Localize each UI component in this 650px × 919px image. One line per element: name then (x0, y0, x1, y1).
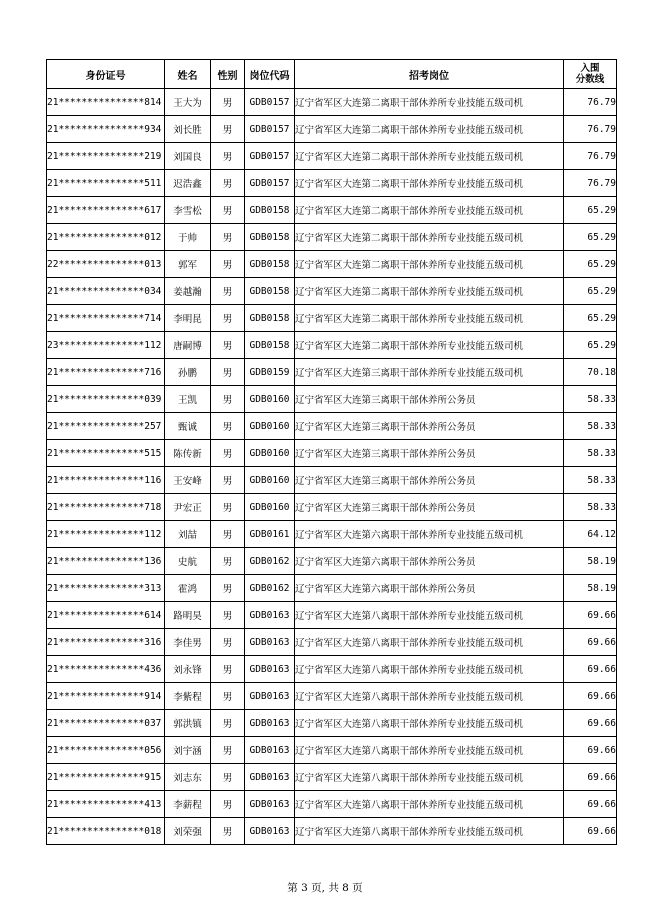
gender-cell: 男 (211, 116, 245, 143)
table-row (47, 737, 617, 764)
score-cell: 65.29 (564, 251, 617, 278)
post-code-cell: GDB0163 (245, 791, 295, 818)
score-cell: 58.33 (564, 386, 617, 413)
post-cell: 辽宁省军区大连第二离职干部休养所专业技能五级司机 (295, 332, 564, 359)
post-cell: 辽宁省军区大连第三离职干部休养所公务员 (295, 440, 564, 467)
name-cell: 于帅 (165, 224, 211, 251)
id-cell: 21***************915 (47, 764, 165, 791)
id-cell: 21***************136 (47, 548, 165, 575)
post-code-cell: GDB0163 (245, 737, 295, 764)
table-row (47, 575, 617, 602)
post-cell: 辽宁省军区大连第八离职干部休养所专业技能五级司机 (295, 710, 564, 737)
post-code-cell: GDB0158 (245, 197, 295, 224)
post-code-cell: GDB0163 (245, 602, 295, 629)
post-code-cell: GDB0160 (245, 494, 295, 521)
post-code-cell: GDB0157 (245, 116, 295, 143)
post-cell: 辽宁省军区大连第二离职干部休养所专业技能五级司机 (295, 116, 564, 143)
gender-cell: 男 (211, 359, 245, 386)
score-cell: 76.79 (564, 143, 617, 170)
post-cell: 辽宁省军区大连第八离职干部休养所专业技能五级司机 (295, 818, 564, 845)
candidate-table (46, 59, 617, 845)
post-code-cell: GDB0158 (245, 332, 295, 359)
post-cell: 辽宁省军区大连第二离职干部休养所专业技能五级司机 (295, 278, 564, 305)
table-row (47, 440, 617, 467)
header-gender: 性别 (211, 60, 245, 89)
score-cell: 58.33 (564, 440, 617, 467)
table-row (47, 656, 617, 683)
header-score-line2: 分数线 (575, 74, 605, 85)
gender-cell: 男 (211, 521, 245, 548)
table-row (47, 764, 617, 791)
id-cell: 21***************012 (47, 224, 165, 251)
id-cell: 21***************257 (47, 413, 165, 440)
header-row (47, 60, 617, 89)
id-cell: 21***************814 (47, 89, 165, 116)
post-code-cell: GDB0163 (245, 656, 295, 683)
score-cell: 65.29 (564, 332, 617, 359)
table-row (47, 710, 617, 737)
id-cell: 21***************056 (47, 737, 165, 764)
table-row (47, 332, 617, 359)
gender-cell: 男 (211, 332, 245, 359)
id-cell: 21***************112 (47, 521, 165, 548)
table-row (47, 143, 617, 170)
table-row (47, 305, 617, 332)
name-cell: 李雪松 (165, 197, 211, 224)
name-cell: 陈传新 (165, 440, 211, 467)
gender-cell: 男 (211, 305, 245, 332)
gender-cell: 男 (211, 791, 245, 818)
score-cell: 69.66 (564, 764, 617, 791)
table-row (47, 602, 617, 629)
id-cell: 21***************617 (47, 197, 165, 224)
score-cell: 69.66 (564, 602, 617, 629)
score-cell: 69.66 (564, 710, 617, 737)
post-cell: 辽宁省军区大连第八离职干部休养所专业技能五级司机 (295, 602, 564, 629)
post-code-cell: GDB0163 (245, 818, 295, 845)
header-post: 招考岗位 (295, 60, 564, 89)
name-cell: 刘永锋 (165, 656, 211, 683)
score-cell: 58.33 (564, 413, 617, 440)
score-cell: 76.79 (564, 89, 617, 116)
post-code-cell: GDB0160 (245, 467, 295, 494)
name-cell: 甄诚 (165, 413, 211, 440)
name-cell: 刘喆 (165, 521, 211, 548)
score-cell: 58.33 (564, 494, 617, 521)
gender-cell: 男 (211, 440, 245, 467)
post-cell: 辽宁省军区大连第三离职干部休养所专业技能五级司机 (295, 359, 564, 386)
score-cell: 64.12 (564, 521, 617, 548)
table-row (47, 818, 617, 845)
header-id: 身份证号 (47, 60, 165, 89)
name-cell: 郭洪镇 (165, 710, 211, 737)
table-row (47, 548, 617, 575)
gender-cell: 男 (211, 575, 245, 602)
score-cell: 65.29 (564, 197, 617, 224)
gender-cell: 男 (211, 251, 245, 278)
post-cell: 辽宁省军区大连第二离职干部休养所专业技能五级司机 (295, 170, 564, 197)
id-cell: 21***************515 (47, 440, 165, 467)
name-cell: 孙鹏 (165, 359, 211, 386)
gender-cell: 男 (211, 467, 245, 494)
name-cell: 王大为 (165, 89, 211, 116)
table-row (47, 494, 617, 521)
id-cell: 21***************511 (47, 170, 165, 197)
id-cell: 21***************219 (47, 143, 165, 170)
table-row (47, 521, 617, 548)
post-cell: 辽宁省军区大连第六离职干部休养所公务员 (295, 548, 564, 575)
gender-cell: 男 (211, 386, 245, 413)
table-row (47, 278, 617, 305)
id-cell: 21***************313 (47, 575, 165, 602)
id-cell: 21***************614 (47, 602, 165, 629)
table-row (47, 251, 617, 278)
score-cell: 70.18 (564, 359, 617, 386)
score-cell: 58.19 (564, 575, 617, 602)
name-cell: 路明昊 (165, 602, 211, 629)
name-cell: 史航 (165, 548, 211, 575)
gender-cell: 男 (211, 602, 245, 629)
id-cell: 21***************116 (47, 467, 165, 494)
name-cell: 李明昆 (165, 305, 211, 332)
name-cell: 霍鸿 (165, 575, 211, 602)
post-cell: 辽宁省军区大连第八离职干部休养所专业技能五级司机 (295, 683, 564, 710)
score-cell: 65.29 (564, 278, 617, 305)
name-cell: 刘志东 (165, 764, 211, 791)
post-code-cell: GDB0160 (245, 386, 295, 413)
post-code-cell: GDB0163 (245, 710, 295, 737)
id-cell: 21***************316 (47, 629, 165, 656)
header-name: 姓名 (165, 60, 211, 89)
score-cell: 69.66 (564, 791, 617, 818)
id-cell: 21***************037 (47, 710, 165, 737)
gender-cell: 男 (211, 818, 245, 845)
gender-cell: 男 (211, 737, 245, 764)
score-cell: 69.66 (564, 656, 617, 683)
post-cell: 辽宁省军区大连第八离职干部休养所专业技能五级司机 (295, 764, 564, 791)
name-cell: 郭军 (165, 251, 211, 278)
gender-cell: 男 (211, 224, 245, 251)
name-cell: 李佳男 (165, 629, 211, 656)
name-cell: 刘荣强 (165, 818, 211, 845)
header-score (564, 60, 617, 89)
post-code-cell: GDB0163 (245, 629, 295, 656)
gender-cell: 男 (211, 656, 245, 683)
id-cell: 22***************013 (47, 251, 165, 278)
name-cell: 刘长胜 (165, 116, 211, 143)
post-cell: 辽宁省军区大连第三离职干部休养所公务员 (295, 413, 564, 440)
post-cell: 辽宁省军区大连第六离职干部休养所公务员 (295, 575, 564, 602)
name-cell: 李薪程 (165, 791, 211, 818)
post-cell: 辽宁省军区大连第二离职干部休养所专业技能五级司机 (295, 197, 564, 224)
post-code-cell: GDB0157 (245, 89, 295, 116)
post-code-cell: GDB0160 (245, 413, 295, 440)
gender-cell: 男 (211, 143, 245, 170)
gender-cell: 男 (211, 494, 245, 521)
id-cell: 21***************039 (47, 386, 165, 413)
table-row (47, 170, 617, 197)
post-code-cell: GDB0158 (245, 224, 295, 251)
gender-cell: 男 (211, 413, 245, 440)
id-cell: 21***************914 (47, 683, 165, 710)
post-cell: 辽宁省军区大连第六离职干部休养所专业技能五级司机 (295, 521, 564, 548)
score-cell: 69.66 (564, 737, 617, 764)
post-cell: 辽宁省军区大连第八离职干部休养所专业技能五级司机 (295, 629, 564, 656)
table-row (47, 683, 617, 710)
post-code-cell: GDB0157 (245, 143, 295, 170)
id-cell: 21***************716 (47, 359, 165, 386)
post-cell: 辽宁省军区大连第二离职干部休养所专业技能五级司机 (295, 305, 564, 332)
gender-cell: 男 (211, 764, 245, 791)
post-cell: 辽宁省军区大连第八离职干部休养所专业技能五级司机 (295, 791, 564, 818)
post-cell: 辽宁省军区大连第二离职干部休养所专业技能五级司机 (295, 89, 564, 116)
gender-cell: 男 (211, 548, 245, 575)
score-cell: 76.79 (564, 170, 617, 197)
gender-cell: 男 (211, 683, 245, 710)
score-cell: 69.66 (564, 629, 617, 656)
id-cell: 21***************436 (47, 656, 165, 683)
post-code-cell: GDB0161 (245, 521, 295, 548)
name-cell: 迟浩鑫 (165, 170, 211, 197)
name-cell: 刘宇涵 (165, 737, 211, 764)
score-cell: 69.66 (564, 683, 617, 710)
post-cell: 辽宁省军区大连第三离职干部休养所公务员 (295, 494, 564, 521)
table-row (47, 791, 617, 818)
name-cell: 刘国良 (165, 143, 211, 170)
post-cell: 辽宁省军区大连第三离职干部休养所公务员 (295, 467, 564, 494)
id-cell: 21***************034 (47, 278, 165, 305)
name-cell: 唐嗣博 (165, 332, 211, 359)
post-code-cell: GDB0157 (245, 170, 295, 197)
table-row (47, 629, 617, 656)
score-cell: 58.19 (564, 548, 617, 575)
id-cell: 21***************934 (47, 116, 165, 143)
post-cell: 辽宁省军区大连第二离职干部休养所专业技能五级司机 (295, 143, 564, 170)
score-cell: 65.29 (564, 224, 617, 251)
id-cell: 21***************714 (47, 305, 165, 332)
score-cell: 65.29 (564, 305, 617, 332)
table-row (47, 386, 617, 413)
post-cell: 辽宁省军区大连第八离职干部休养所专业技能五级司机 (295, 737, 564, 764)
header-score-line1: 入围 (580, 63, 600, 74)
id-cell: 21***************018 (47, 818, 165, 845)
id-cell: 21***************718 (47, 494, 165, 521)
page-footer: 第 3 页, 共 8 页 (287, 882, 363, 894)
post-code-cell: GDB0158 (245, 251, 295, 278)
post-code-cell: GDB0163 (245, 764, 295, 791)
post-cell: 辽宁省军区大连第二离职干部休养所专业技能五级司机 (295, 224, 564, 251)
name-cell: 王凯 (165, 386, 211, 413)
score-cell: 76.79 (564, 116, 617, 143)
table-row (47, 197, 617, 224)
gender-cell: 男 (211, 710, 245, 737)
post-code-cell: GDB0162 (245, 575, 295, 602)
name-cell: 李紫程 (165, 683, 211, 710)
name-cell: 姜越瀚 (165, 278, 211, 305)
table-row (47, 359, 617, 386)
table-row (47, 413, 617, 440)
post-cell: 辽宁省军区大连第三离职干部休养所公务员 (295, 386, 564, 413)
post-cell: 辽宁省军区大连第二离职干部休养所专业技能五级司机 (295, 251, 564, 278)
id-cell: 23***************112 (47, 332, 165, 359)
table-row (47, 224, 617, 251)
gender-cell: 男 (211, 89, 245, 116)
id-cell: 21***************413 (47, 791, 165, 818)
name-cell: 尹宏正 (165, 494, 211, 521)
post-code-cell: GDB0158 (245, 305, 295, 332)
post-code-cell: GDB0162 (245, 548, 295, 575)
post-code-cell: GDB0159 (245, 359, 295, 386)
table-row (47, 116, 617, 143)
table-body (47, 89, 617, 845)
score-cell: 69.66 (564, 818, 617, 845)
table-row (47, 467, 617, 494)
gender-cell: 男 (211, 278, 245, 305)
name-cell: 王安峰 (165, 467, 211, 494)
gender-cell: 男 (211, 197, 245, 224)
header-code: 岗位代码 (245, 60, 295, 89)
table-row (47, 89, 617, 116)
score-cell: 58.33 (564, 467, 617, 494)
gender-cell: 男 (211, 170, 245, 197)
gender-cell: 男 (211, 629, 245, 656)
post-code-cell: GDB0163 (245, 683, 295, 710)
post-cell: 辽宁省军区大连第八离职干部休养所专业技能五级司机 (295, 656, 564, 683)
post-code-cell: GDB0160 (245, 440, 295, 467)
post-code-cell: GDB0158 (245, 278, 295, 305)
